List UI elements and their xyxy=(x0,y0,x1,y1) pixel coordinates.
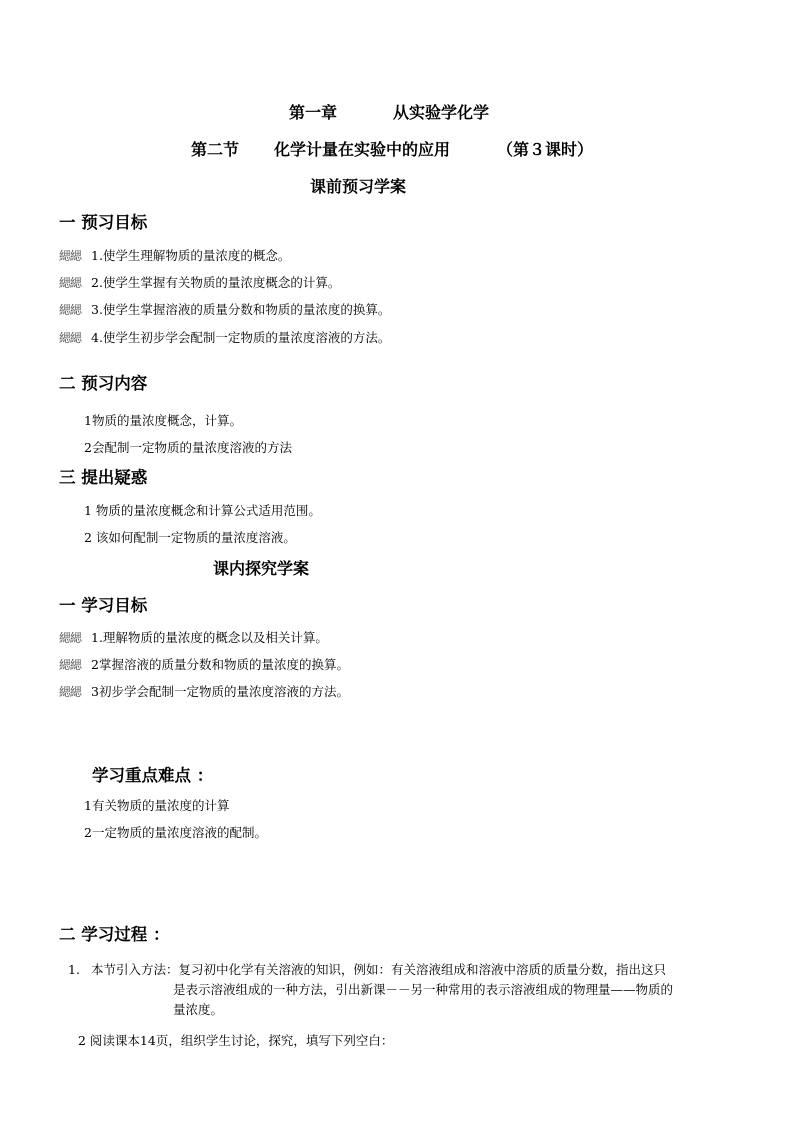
process-item-2: 2 阅读课本14页，组织学生讨论，探究，填写下列空白： xyxy=(78,1033,394,1048)
list-item: 2会配制一定物质的量浓度溶液的方法 xyxy=(84,440,292,455)
section-number: 第二节 xyxy=(191,140,240,159)
bullet-glyph: 緦緦 xyxy=(59,631,82,645)
chapter-title: 从实验学化学 xyxy=(393,103,490,122)
bullet-glyph: 緦緦 xyxy=(59,685,82,699)
list-item: 緦緦 2.使学生掌握有关物质的量浓度概念的计算。 xyxy=(59,275,341,290)
process-heading: 二 学习过程 ： xyxy=(59,925,170,944)
bullet-glyph: 緦緦 xyxy=(59,249,82,263)
list-item: 緦緦 3初步学会配制一定物质的量浓度溶液的方法。 xyxy=(59,684,349,699)
bullet-glyph: 緦緦 xyxy=(59,331,82,345)
preview-doubts-heading: 三 提出疑惑 xyxy=(59,468,148,487)
list-item: 1 物质的量浓度概念和计算公式适用范围。 xyxy=(84,503,321,518)
list-item: 緦緦 2掌握溶液的质量分数和物质的量浓度的换算。 xyxy=(59,657,349,672)
preview-goals-heading: 一 预习目标 xyxy=(59,213,148,232)
bullet-glyph: 緦緦 xyxy=(59,303,82,317)
list-item: 緦緦 1.理解物质的量浓度的概念以及相关计算。 xyxy=(59,630,328,645)
list-item: 2 该如何配制一定物质的量浓度溶液。 xyxy=(84,530,296,545)
inclass-title: 课内探究学案 xyxy=(213,559,310,578)
process-item-paragraph: 本节引入方法：复习初中化学有关溶液的知识，例如：有关溶液组成和溶液中溶质的质量分数，指出这只 是表示溶液组成的一种方法，引出新课－－另一种常用的表示溶液组成的物理量——物质的 量浓度。 xyxy=(91,962,674,1017)
list-item: 1有关物质的量浓度的计算 xyxy=(84,798,230,813)
list-item: 2一定物质的量浓度溶液的配制。 xyxy=(84,825,267,840)
bullet-glyph: 緦緦 xyxy=(59,276,82,290)
list-item: 1物质的量浓度概念，计算。 xyxy=(84,413,242,428)
inclass-goals-heading: 一 学习目标 xyxy=(59,596,148,615)
keypoints-heading: 学习重点难点 ： xyxy=(92,766,214,785)
lesson-number: （第３课时） xyxy=(497,140,594,159)
list-item: 緦緦 1.使学生理解物质的量浓度的概念。 xyxy=(59,248,291,263)
preview-title: 课前预习学案 xyxy=(310,177,407,196)
preview-content-heading: 二 预习内容 xyxy=(59,374,148,393)
list-item: 緦緦 3.使学生掌握溶液的质量分数和物质的量浓度的换算。 xyxy=(59,302,391,317)
bullet-glyph: 緦緦 xyxy=(59,658,82,672)
process-item-number: 1. xyxy=(68,962,80,977)
section-title: 化学计量在实验中的应用 xyxy=(274,140,451,159)
chapter-number: 第一章 xyxy=(289,103,338,122)
list-item: 緦緦 4.使学生初步学会配制一定物质的量浓度溶液的方法。 xyxy=(59,330,391,345)
